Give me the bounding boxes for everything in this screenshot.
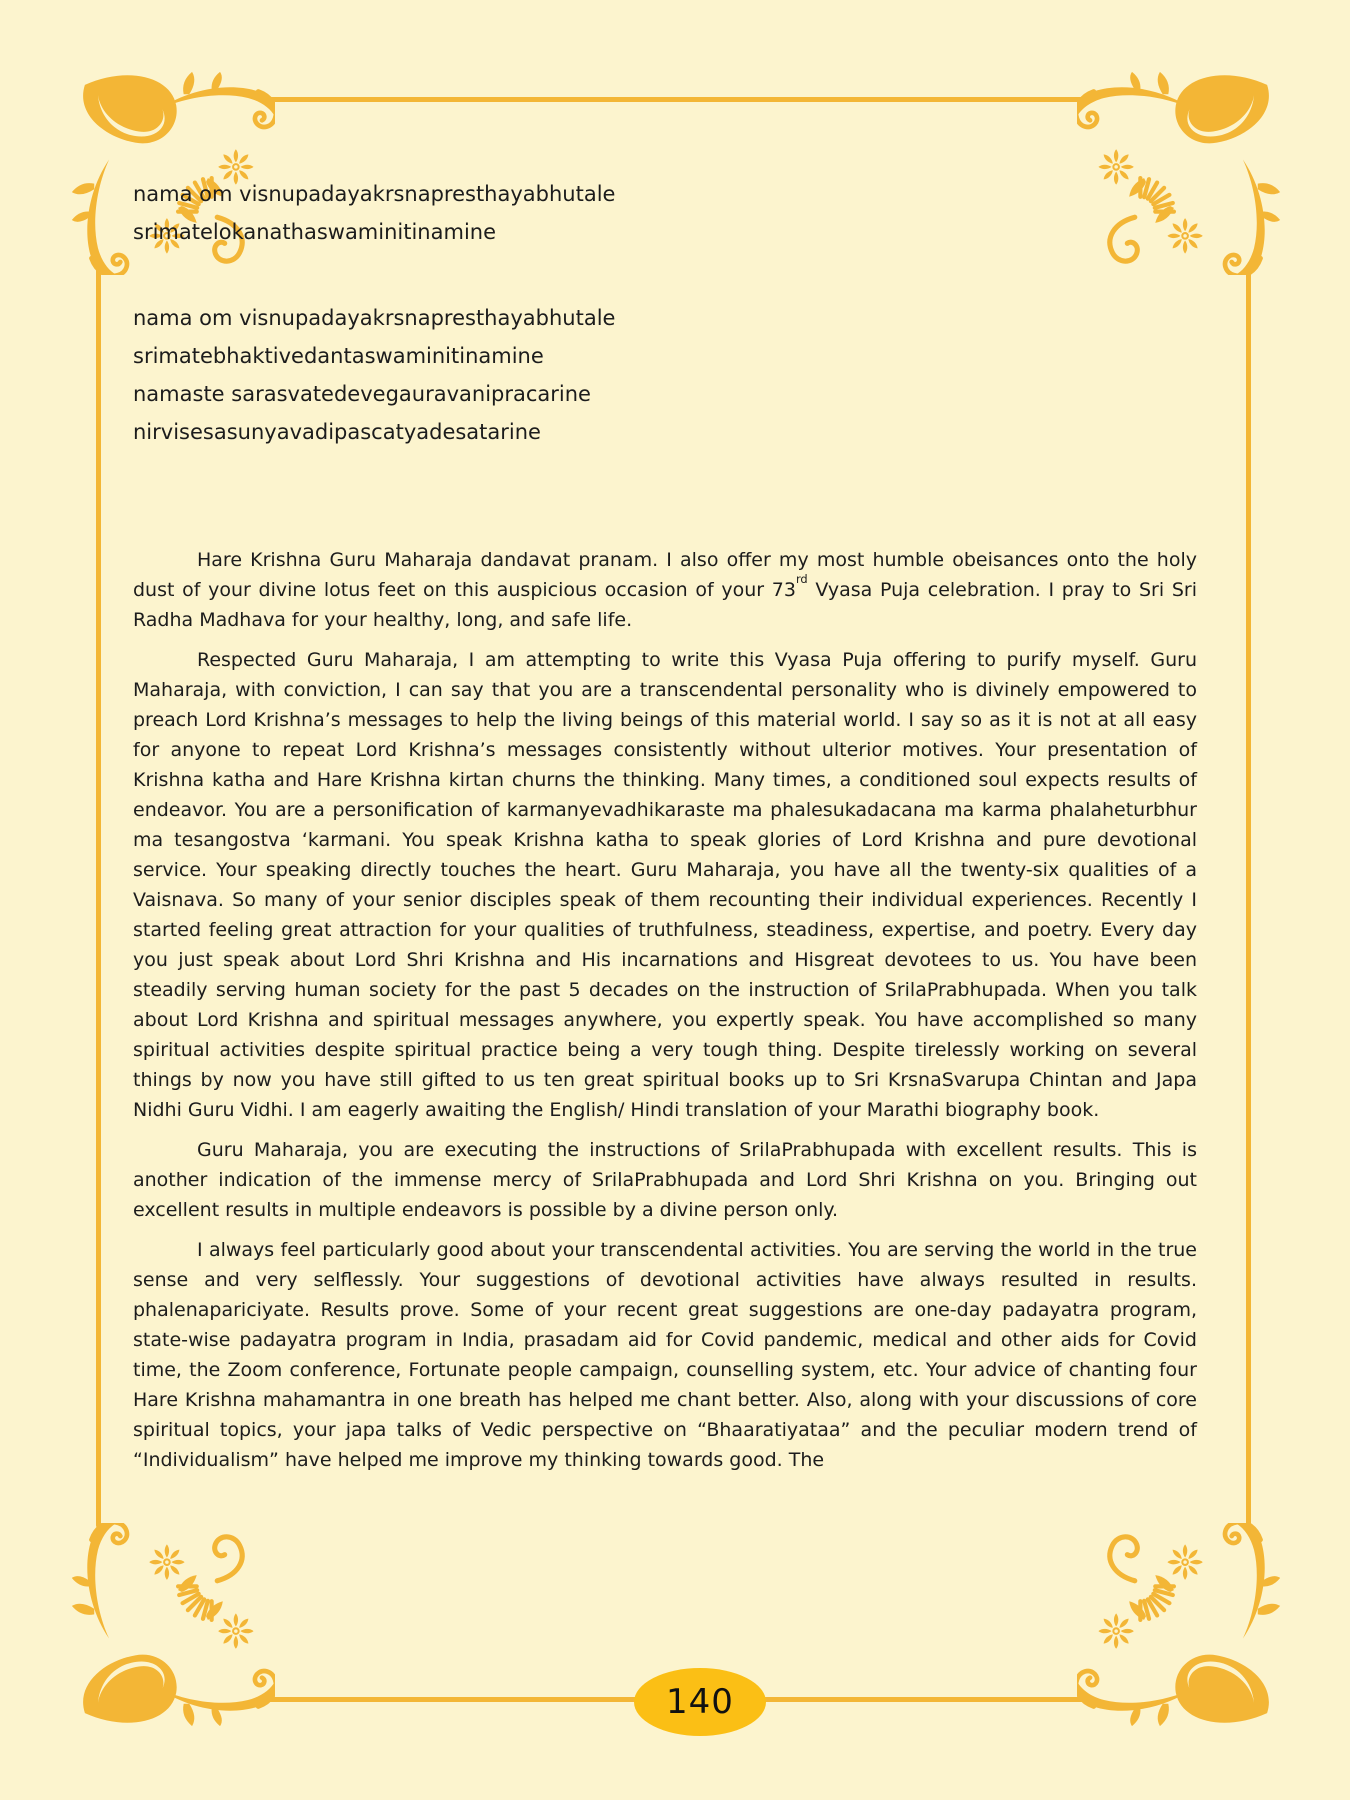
ordinal-superscript: rd bbox=[795, 572, 808, 587]
page-number-badge bbox=[634, 1668, 766, 1736]
paragraph-1 bbox=[133, 545, 1197, 635]
floral-corner-icon-bottom-left bbox=[70, 1523, 275, 1728]
frame-border-right bbox=[1246, 268, 1251, 1528]
paragraph-1-text-cont: Vyasa Puja celebration. I pray to Sri Sri Radha Madhava for your healthy, long, and safe life. bbox=[133, 579, 1197, 631]
verse-line: nama om visnupadayakrsnapresthayabhutale bbox=[133, 182, 616, 206]
verse-line: namaste sarasvatedevegauravanipracarine bbox=[133, 382, 591, 406]
page-content bbox=[133, 0, 1197, 1475]
page-number: 140 bbox=[666, 1682, 734, 1722]
paragraph-2: Respected Guru Maharaja, I am attempting to write this Vyasa Puja offering to purify myself. Guru Maharaja, with conviction, I can say that you are a transcendental personality who is divinely empowered to preach Lord Krishna’s messages to help the living beings of this material world. I say so as it is not at all easy for anyone to repeat Lord Krishna’s messages consistently without ulterior motives. Your presentation of Krishna katha and Hare Krishna kirtan churns the thinking. Many times, a conditioned soul expects results of endeavor. You are a personification of karmanyevadhikaraste ma phalesukadacana ma karma phalaheturbhur ma tesangostva ‘karmani. You speak Krishna katha to speak glories of Lord Krishna and pure devotional service. Your speaking directly touches the heart. Guru Maharaja, you have all the twenty-six qualities of a Vaisnava. So many of your senior disciples speak of them recounting their individual experiences. Recently I started feeling great attraction for your qualities of truthfulness, steadiness, expertise, and poetry. Every day you just speak about Lord Shri Krishna and His incarnations and Hisgreat devotees to us. You have been steadily serving human society for the past 5 decades on the instruction of SrilaPrabhupada. When you talk about Lord Krishna and spiritual messages anywhere, you expertly speak. You have accomplished so many spiritual activities despite spiritual practice being a very tough thing. Despite tirelessly working on several things by now you have still gifted to us ten great spiritual books up to Sri KrsnaSvarupa Chintan and Japa Nidhi Guru Vidhi. I am eagerly awaiting the English/ Hindi translation of your Marathi biography book. bbox=[133, 649, 1197, 1121]
verse-line: nama om visnupadayakrsnapresthayabhutale bbox=[133, 306, 616, 330]
paragraph-3: Guru Maharaja, you are executing the instructions of SrilaPrabhupada with excellent results. This is another indication of the immense mercy of SrilaPrabhupada and Lord Shri Krishna on you. Bringing out excellent results in multiple endeavors is possible by a divine person only. bbox=[133, 1139, 1197, 1221]
verse-line: srimatebhaktivedantaswaminitinamine bbox=[133, 344, 544, 368]
floral-corner-icon-bottom-right bbox=[1077, 1523, 1282, 1728]
paragraph-4: I always feel particularly good about your transcendental activities. You are serving the world in the true sense and very selflessly. Your suggestions of devotional activities have always resulted in results. phalenapariciyate. Results prove. Some of your recent great suggestions are one-day padayatra program, state-wise padayatra program in India, prasadam aid for Covid pandemic, medical and other aids for Covid time, the Zoom conference, Fortunate people campaign, counselling system, etc. Your advice of chanting four Hare Krishna mahamantra in one breath has helped me chant better. Also, along with your discussions of core spiritual topics, your japa talks of Vedic perspective on “Bhaaratiyataa” and the peculiar modern trend of “Individualism” have helped me improve my thinking towards good. The bbox=[133, 1239, 1197, 1471]
paragraph-1-text: Hare Krishna Guru Maharaja dandavat pranam. I also offer my most humble obeisances onto the holy dust of your divine lotus feet on this auspicious occasion of your 73 bbox=[133, 549, 1197, 601]
verse-line: srimatelokanathaswaminitinamine bbox=[133, 220, 497, 244]
frame-border-left bbox=[96, 268, 101, 1528]
verse-line: nirvisesasunyavadipascatyadesatarine bbox=[133, 420, 541, 444]
invocation-verse-block-2 bbox=[133, 299, 1197, 451]
offering-body bbox=[133, 545, 1197, 1475]
invocation-verse-block-1 bbox=[133, 175, 1197, 251]
